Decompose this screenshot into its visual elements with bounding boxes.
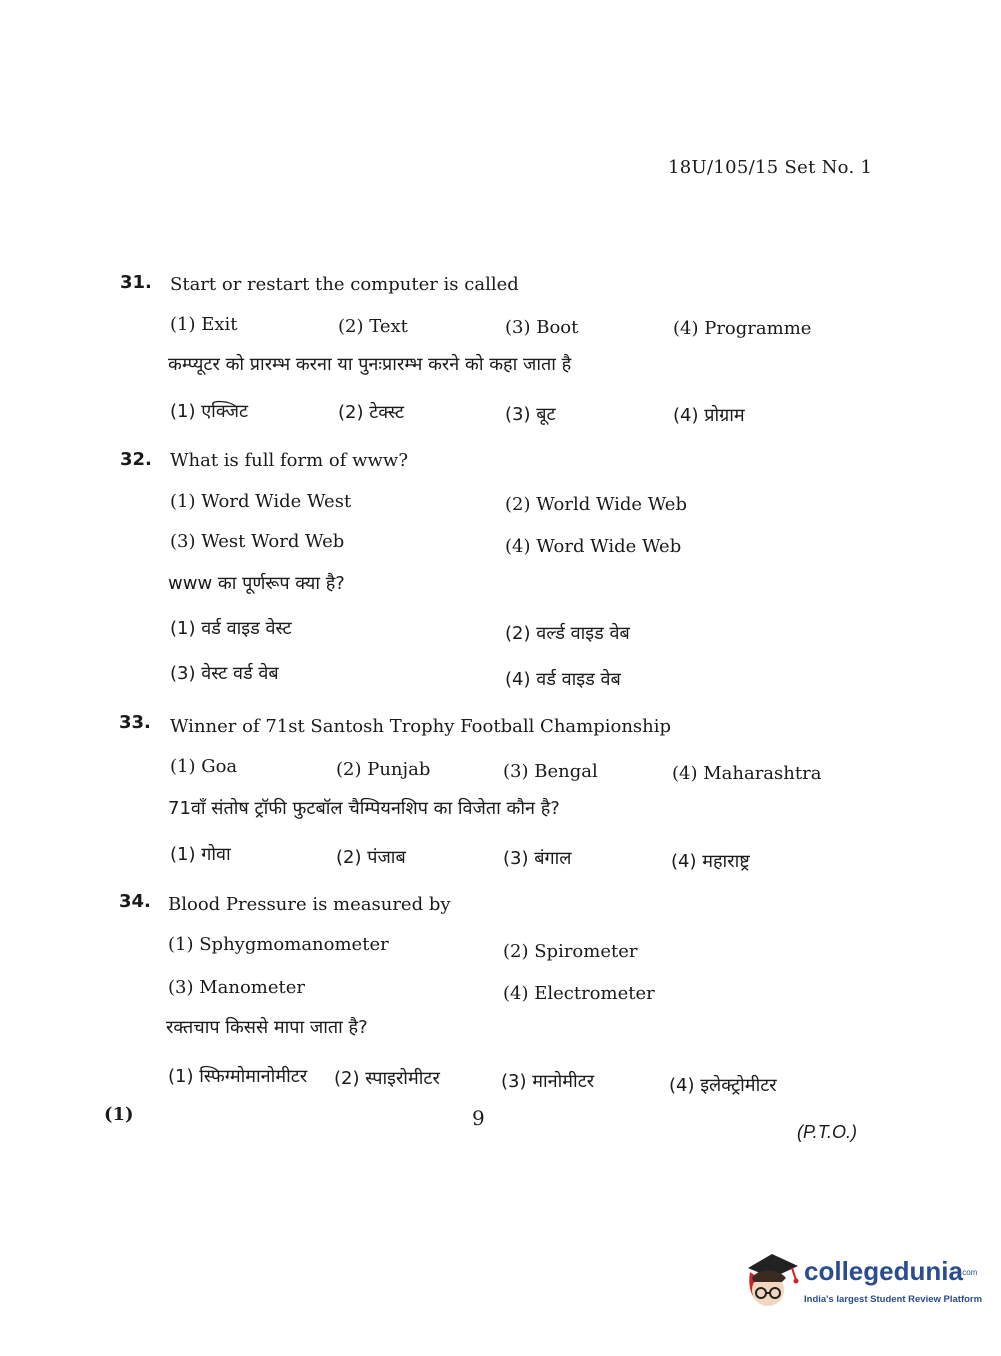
option-32-4: (4) Word Wide Web [505,536,682,557]
question-text-32: What is full form of www? [170,450,408,471]
hindi-option-32-4: (4) वर्ड वाइड वेब [505,669,621,690]
hindi-option-34-4: (4) इलेक्ट्रोमीटर [669,1075,777,1096]
option-31-4: (4) Programme [673,318,812,339]
hindi-option-34-2: (2) स्पाइरोमीटर [334,1068,440,1089]
option-31-3: (3) Boot [505,317,579,338]
collegedunia-logo [742,1250,983,1314]
question-number-32: 32. [120,449,152,470]
option-31-2: (2) Text [338,316,408,337]
option-33-4: (4) Maharashtra [672,763,822,784]
hindi-option-32-1: (1) वर्ड वाइड वेस्ट [170,618,292,639]
hindi-option-34-1: (1) स्फिग्मोमानोमीटर [168,1066,308,1087]
hindi-question-text-32: www का पूर्णरूप क्या है? [168,573,345,594]
option-34-4: (4) Electrometer [503,983,655,1004]
hindi-option-32-2: (2) वर्ल्ड वाइड वेब [505,623,630,644]
logo-tagline: India's largest Student Review Platform [804,1294,983,1305]
option-34-1: (1) Sphygmomanometer [168,934,389,955]
hindi-option-33-4: (4) महाराष्ट्र [671,851,750,872]
hindi-option-31-4: (4) प्रोग्राम [673,405,745,426]
hindi-option-31-3: (3) बूट [505,404,556,425]
question-number-33: 33. [119,712,151,733]
option-33-2: (2) Punjab [336,759,431,780]
hindi-question-text-34: रक्तचाप किससे मापा जाता है? [166,1017,368,1038]
logo-suffix: .com [960,1268,978,1277]
question-number-34: 34. [119,891,151,912]
set-number: 18U/105/15 Set No. 1 [668,157,873,178]
hindi-option-34-3: (3) मानोमीटर [501,1071,595,1092]
option-34-3: (3) Manometer [168,977,306,998]
page-number: 9 [472,1106,485,1130]
hindi-option-33-1: (1) गोवा [170,844,231,865]
option-31-1: (1) Exit [170,314,238,335]
option-33-3: (3) Bengal [503,761,598,782]
mascot-icon [742,1250,802,1312]
question-number-31: 31. [120,272,152,293]
logo-brand: collegedunia [804,1256,963,1286]
hindi-question-text-31: कम्प्यूटर को प्रारम्भ करना या पुनःप्रारम्भ करने को कहा जाता है [168,354,572,375]
section-marker: (1) [104,1104,134,1125]
hindi-option-33-2: (2) पंजाब [336,847,406,868]
hindi-option-31-1: (1) एक्जिट [170,401,249,422]
hindi-question-text-33: 71वाँ संतोष ट्रॉफी फुटबॉल चैम्पियनशिप का विजेता कौन है? [168,798,560,819]
option-32-2: (2) World Wide Web [505,494,687,515]
hindi-option-33-3: (3) बंगाल [503,848,572,869]
pto-note: (P.T.O.) [797,1122,858,1142]
question-text-31: Start or restart the computer is called [170,274,519,295]
question-text-34: Blood Pressure is measured by [168,894,451,915]
hindi-option-32-3: (3) वेस्ट वर्ड वेब [170,663,279,684]
question-text-33: Winner of 71st Santosh Trophy Football Championship [170,716,672,737]
hindi-option-31-2: (2) टेक्स्ट [338,402,405,423]
option-33-1: (1) Goa [170,756,238,777]
option-34-2: (2) Spirometer [503,941,638,962]
option-32-1: (1) Word Wide West [170,491,352,512]
option-32-3: (3) West Word Web [170,531,345,552]
